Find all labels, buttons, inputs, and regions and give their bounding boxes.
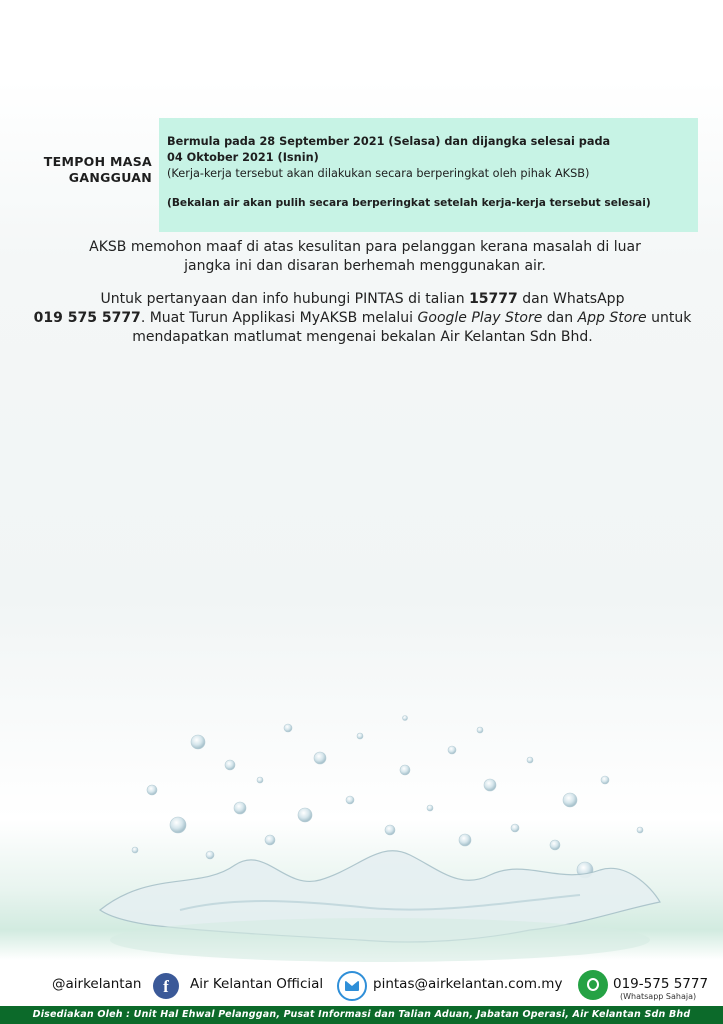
- contact-text-3: . Muat Turun Applikasi MyAKSB melalui: [140, 310, 418, 326]
- supply-restore-note: (Bekalan air akan pulih secara berperingkat setelah kerja-kerja tersebut selesai): [167, 197, 651, 209]
- facebook-page[interactable]: Air Kelantan Official: [190, 976, 324, 992]
- prepared-by-bar: Disediakan Oleh : Unit Hal Ehwal Pelanggan, Pusat Informasi dan Talian Aduan, Jabatan Operasi, Air Kelantan Sdn Bhd: [0, 1006, 723, 1024]
- apology-text: [40, 238, 690, 276]
- mail-icon[interactable]: [337, 971, 367, 1001]
- contact-paragraph: [30, 290, 695, 347]
- disruption-period-label: [34, 154, 152, 186]
- hotline-number: 15777: [469, 291, 518, 307]
- label-line-1: TEMPOH MASA: [43, 154, 152, 169]
- contact-text-2: dan WhatsApp: [517, 291, 625, 307]
- instagram-handle[interactable]: @airkelantan: [52, 976, 142, 992]
- label-line-2: GANGGUAN: [68, 170, 152, 185]
- contact-text-1: Untuk pertanyaan dan info hubungi PINTAS di talian: [100, 291, 470, 307]
- app-store-link[interactable]: App Store: [577, 310, 647, 326]
- whatsapp-only-note: (Whatsapp Sahaja): [620, 992, 697, 1001]
- google-play-link[interactable]: Google Play Store: [417, 310, 543, 326]
- end-date-line: 04 Oktober 2021 (Isnin): [167, 151, 319, 164]
- water-splash-image: [60, 640, 680, 970]
- notice-box: [159, 118, 698, 232]
- apology-line-1: AKSB memohon maaf di atas kesulitan para pelanggan kerana masalah di luar: [89, 239, 641, 255]
- contact-text-4: dan: [542, 310, 578, 326]
- work-note: (Kerja-kerja tersebut akan dilakukan secara berperingkat oleh pihak AKSB): [167, 167, 590, 180]
- whatsapp-phone[interactable]: 019-575 5777: [613, 976, 709, 992]
- email-address[interactable]: pintas@airkelantan.com.my: [373, 976, 563, 992]
- facebook-icon[interactable]: f: [153, 973, 179, 999]
- whatsapp-number: 019 575 5777: [33, 310, 141, 326]
- whatsapp-icon[interactable]: [578, 970, 608, 1000]
- start-date-line: Bermula pada 28 September 2021 (Selasa) dan dijangka selesai pada: [167, 135, 611, 148]
- contact-text-5: untuk mendapatkan matlumat mengenai bekalan Air Kelantan Sdn Bhd.: [132, 310, 692, 345]
- apology-line-2: jangka ini dan disaran berhemah menggunakan air.: [184, 258, 546, 274]
